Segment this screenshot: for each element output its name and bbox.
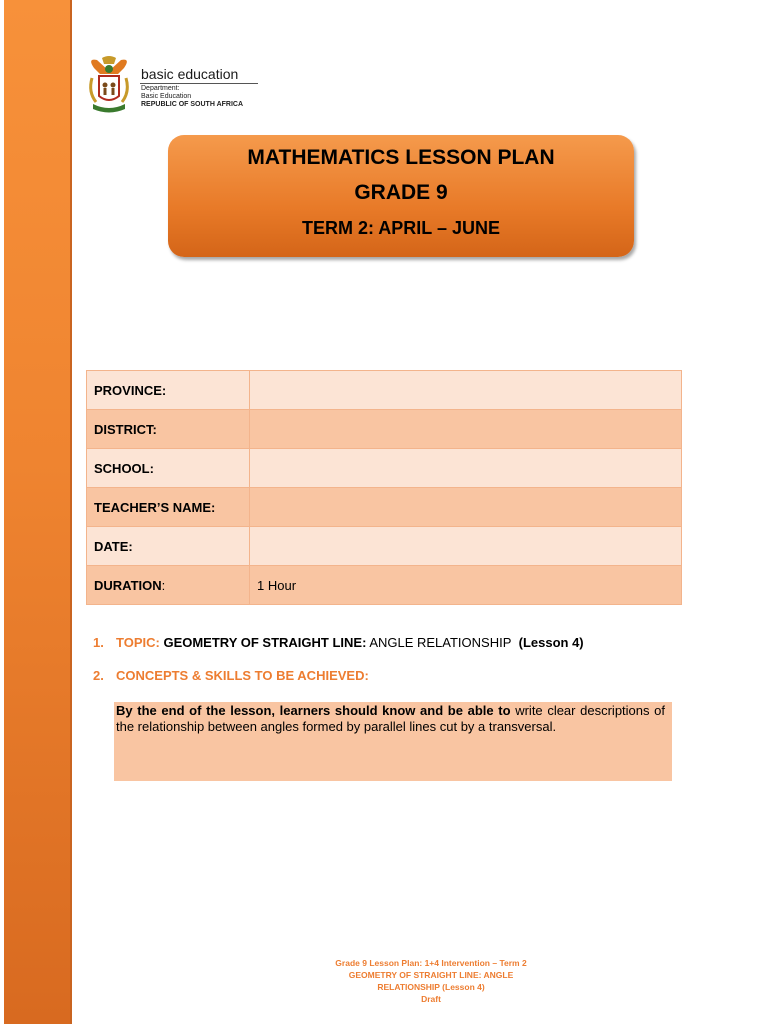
table-row: [87, 371, 682, 410]
duration-value: 1 Hour: [250, 566, 682, 605]
duration-colon: :: [161, 577, 166, 593]
topic-bold: GEOMETRY OF STRAIGHT LINE:: [163, 635, 367, 650]
logo-divider: [140, 83, 258, 84]
concepts-intro: By the end of the lesson, learners should know and be able to: [116, 703, 511, 718]
topic-rest: ANGLE RELATIONSHIP: [369, 635, 512, 650]
teacher-name-label: TEACHER’S NAME:: [87, 488, 250, 527]
title-banner: [168, 135, 634, 257]
topic-number: 1.: [93, 635, 104, 650]
district-label: DISTRICT:: [87, 410, 250, 449]
table-row: [87, 410, 682, 449]
duration-label: DURATION: [94, 577, 162, 593]
topic-label: TOPIC:: [116, 635, 160, 650]
page-footer: [300, 957, 562, 1005]
duration-label-cell: [87, 566, 250, 605]
document-title: MATHEMATICS LESSON PLAN: [247, 146, 555, 169]
term-title: TERM 2: APRIL – JUNE: [301, 218, 501, 238]
topic-lesson: (Lesson 4): [518, 635, 584, 650]
table-row: [87, 449, 682, 488]
decorative-side-bar: [4, 0, 72, 1024]
concepts-number: 2.: [93, 668, 104, 683]
dept-line-1: Department:: [141, 85, 180, 92]
topic-section: [93, 635, 584, 650]
concepts-label: CONCEPTS & SKILLS TO BE ACHIEVED:: [116, 668, 369, 683]
footer-line-4: Draft: [421, 994, 441, 1004]
footer-line-3: RELATIONSHIP (Lesson 4): [377, 982, 485, 992]
org-name: basic education: [141, 66, 239, 82]
coat-of-arms-icon: [84, 54, 134, 114]
date-value: [250, 527, 682, 566]
footer-line-2: GEOMETRY OF STRAIGHT LINE: ANGLE: [348, 970, 514, 980]
dept-line-3: REPUBLIC OF SOUTH AFRICA: [141, 101, 244, 108]
table-row: [87, 566, 682, 605]
table-row: [87, 527, 682, 566]
school-label: SCHOOL:: [87, 449, 250, 488]
concepts-box: [114, 702, 672, 781]
department-logo: [84, 54, 264, 116]
dept-line-2: Basic Education: [141, 93, 192, 100]
grade-title: GRADE 9: [354, 181, 448, 204]
date-label: DATE:: [87, 527, 250, 566]
table-row: [87, 488, 682, 527]
province-label: PROVINCE:: [87, 371, 250, 410]
footer-line-1: Grade 9 Lesson Plan: 1+4 Intervention – Term 2: [335, 958, 527, 968]
teacher-name-value: [250, 488, 682, 527]
school-value: [250, 449, 682, 488]
district-value: [250, 410, 682, 449]
province-value: [250, 371, 682, 410]
concepts-text: write clear descriptions of the relationship between angles formed by parallel lines cut by a transversal.: [116, 703, 665, 734]
concepts-section: [93, 668, 369, 683]
lesson-info-table: [86, 370, 682, 605]
